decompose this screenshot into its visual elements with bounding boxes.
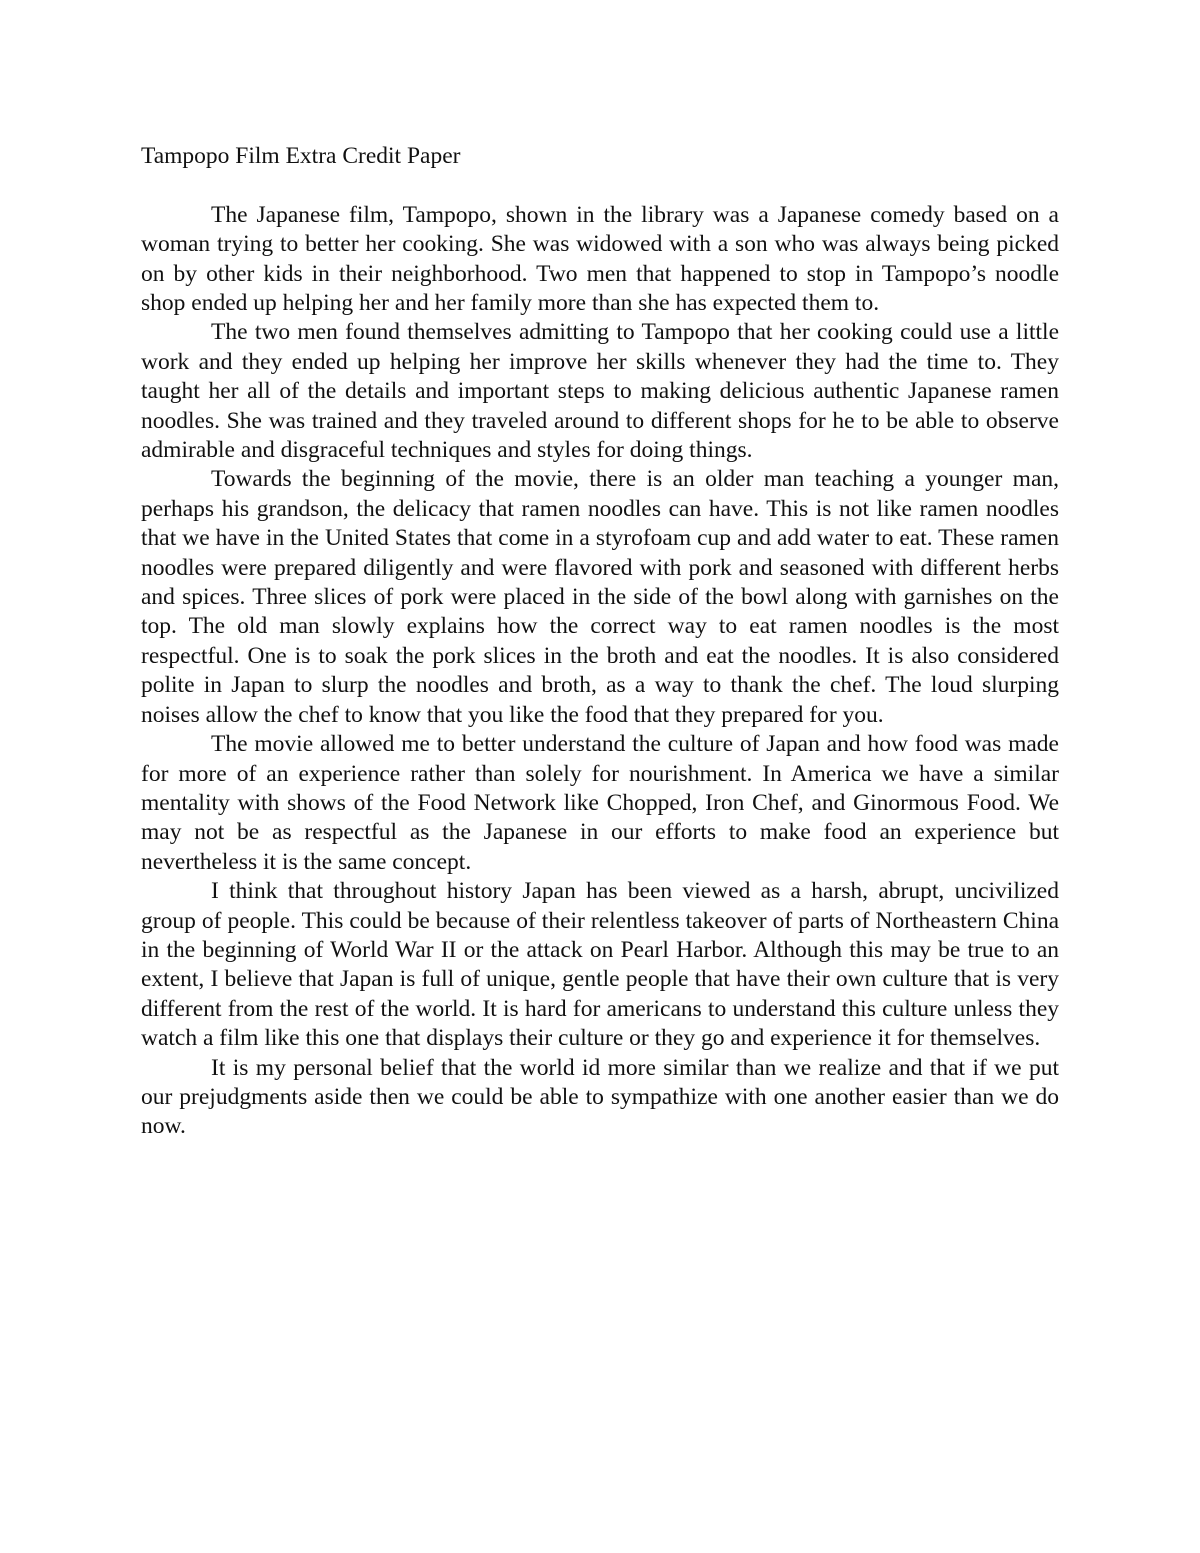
- paragraph-2: The two men found themselves admitting to Tampopo that her cooking could use a little work and they ended up helping her improve her skills whenever they had the time to. They taught her all of the details and important steps to making delicious authentic Japanese ramen noodles. She was trained and they traveled around to different shops for he to be able to observe admirable and disgraceful techniques and styles for doing things.: [141, 319, 1059, 464]
- paragraph-5: I think that throughout history Japan has been viewed as a harsh, abrupt, uncivilized group of people. This could be because of their relentless takeover of parts of Northeastern China in the beginning of World War II or the attack on Pearl Harbor. Although this may be true to an extent, I believe that Japan is full of unique, gentle people that have their own culture that is very different from the rest of the world. It is hard for americans to understand this culture unless they watch a film like this one that displays their culture or they go and experience it for themselves.: [141, 878, 1059, 1052]
- document-body: [141, 142, 1059, 1142]
- paragraph-6: It is my personal belief that the world id more similar than we realize and that if we put our prejudgments aside then we could be able to sympathize with one another easier than we do now.: [141, 1054, 1059, 1140]
- paragraph-3: Towards the beginning of the movie, there is an older man teaching a younger man, perhaps his grandson, the delicacy that ramen noodles can have. This is not like ramen noodles that we have in the United States that come in a styrofoam cup and add water to eat. These ramen noodles were prepared diligently and were flavored with pork and seasoned with different herbs and spices. Three slices of pork were placed in the side of the bowl along with garnishes on the top. The old man slowly explains how the correct way to eat ramen noodles is the most respectful. One is to soak the pork slices in the broth and eat the noodles. It is also considered polite in Japan to slurp the noodles and broth, as a way to thank the chef. The loud slurping noises allow the chef to know that you like the food that they prepared for you.: [141, 466, 1059, 728]
- document-title: Tampopo Film Extra Credit Paper: [141, 143, 461, 169]
- paragraph-4: The movie allowed me to better understand the culture of Japan and how food was made for more of an experience rather than solely for nourishment. In America we have a similar mentality with shows of the Food Network like Chopped, Iron Chef, and Ginormous Food. We may not be as respectful as the Japanese in our efforts to make food an experience but nevertheless it is the same concept.: [141, 731, 1059, 875]
- paragraph-1: The Japanese film, Tampopo, shown in the library was a Japanese comedy based on a woman trying to better her cooking. She was widowed with a son who was always being picked on by other kids in their neighborhood. Two men that happened to stop in Tampopo’s noodle shop ended up helping her and her family more than she has expected them to.: [141, 201, 1059, 317]
